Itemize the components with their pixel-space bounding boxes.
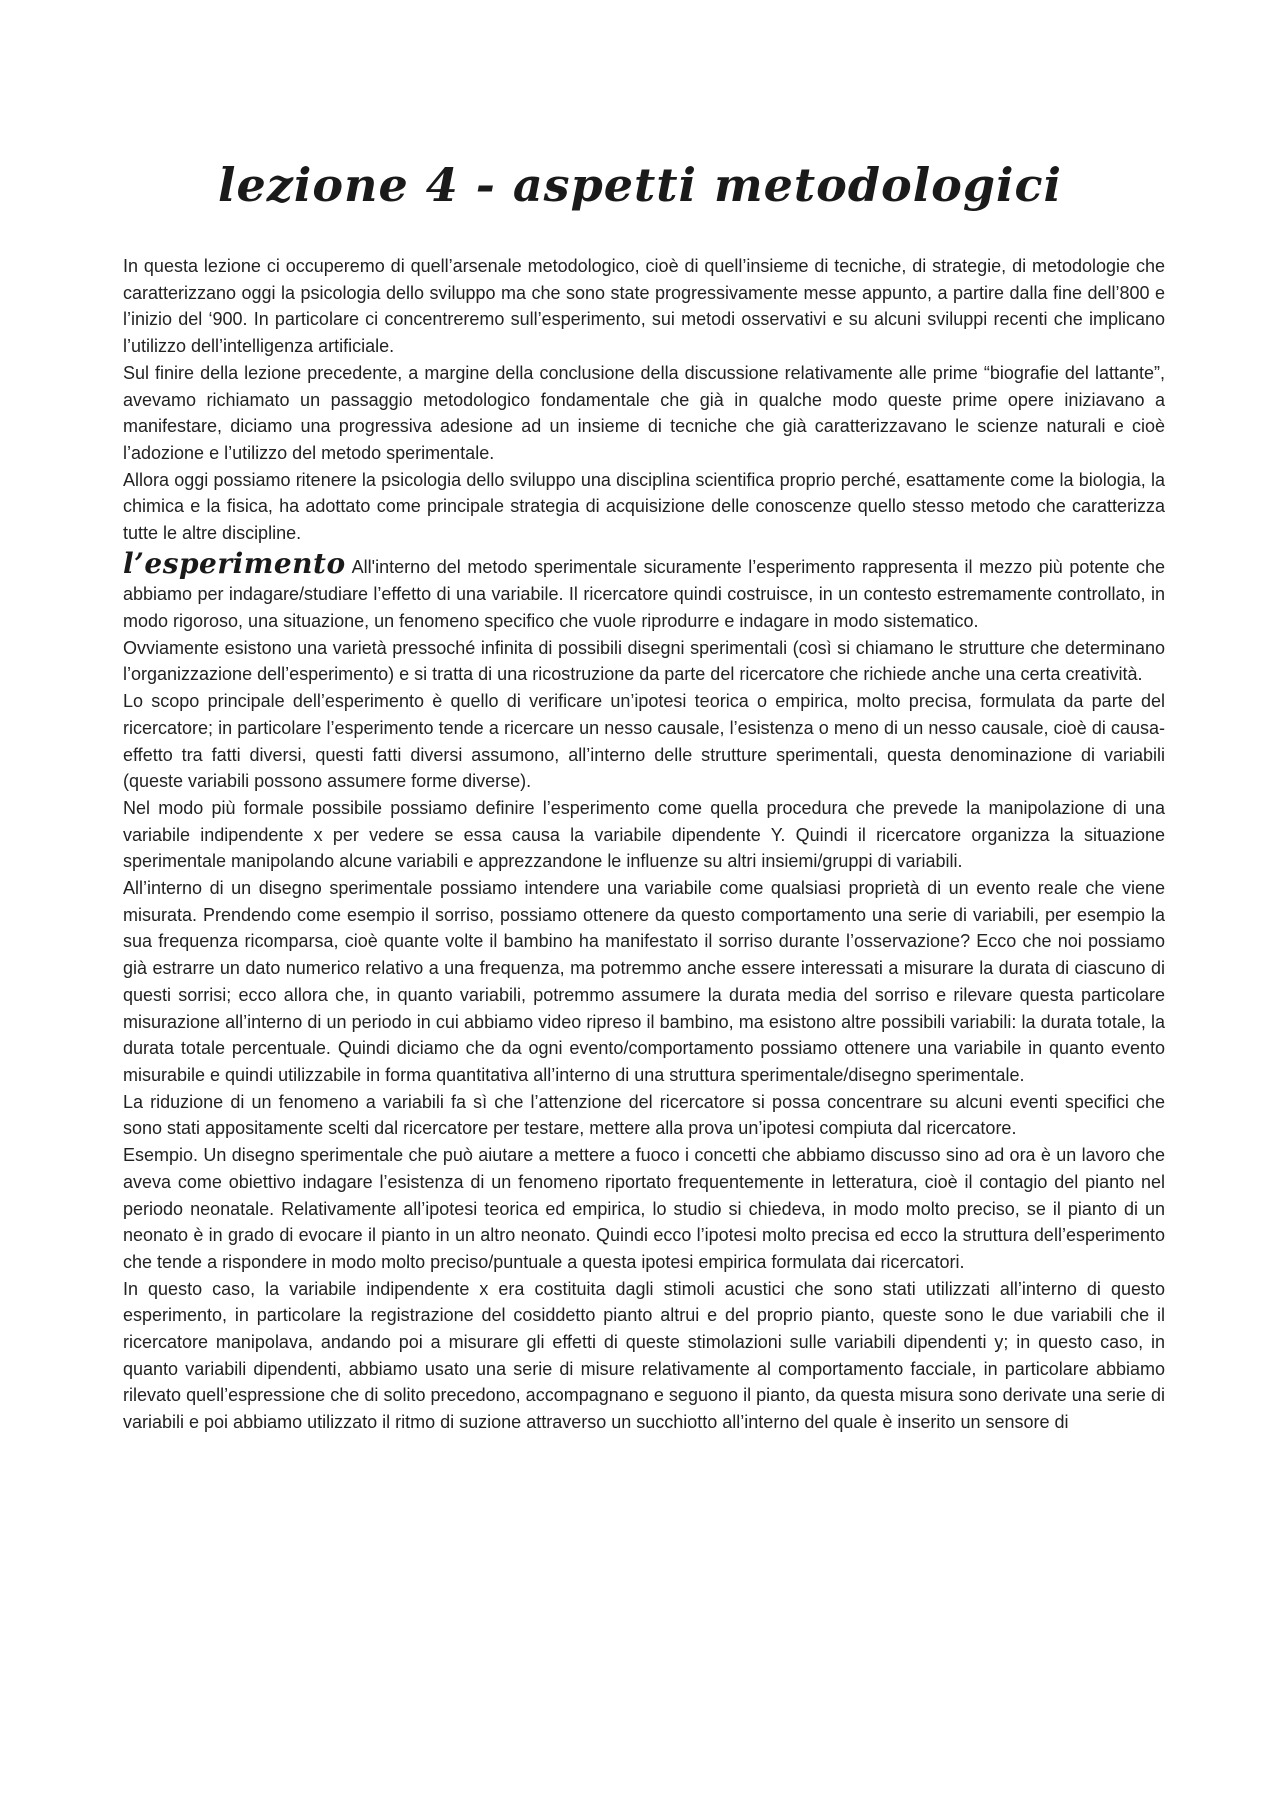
paragraph: Allora oggi possiamo ritenere la psicologia dello sviluppo una disciplina scientifica proprio perché, esattamente come la biologia, la chimica e la fisica, ha adottato come principale strategia di acquisizione delle conoscenze quello stesso metodo che caratterizza tutte le altre discipline. <box>123 469 1165 544</box>
paragraph: All’interno di un disegno sperimentale possiamo intendere una variabile come qualsiasi proprietà di un evento reale che viene misurata. Prendendo come esempio il sorriso, possiamo ottenere da questo comportamento una serie di variabili, per esempio la sua frequenza ricomparsa, cioè quante volte il bambino ha manifestato il sorriso durante l’osservazione? Ecco che noi possiamo già estrarre un dato numerico relativo a una frequenza, ma potremmo anche essere interessati a misurare la durata di ciascuno di questi sorrisi; ecco allora che, in quanto variabili, potremmo assumere la durata media del sorriso e rilevare questa particolare misurazione all’interno di un periodo in cui abbiamo video ripreso il bambino, ma esistono altre possibili variabili: la durata totale, la durata totale percentuale. Quindi diciamo che da ogni evento/comportamento possiamo ottenere una variabile in quanto evento misurabile e quindi utilizzabile in forma quantitativa all’interno di una struttura sperimentale/disegno sperimentale. <box>123 878 1165 1085</box>
section-first-paragraph-text: All'interno del metodo sperimentale sicuramente l’esperimento rappresenta il mezzo più potente che abbiamo per indagare/studiare l’effetto di una variabile. Il ricercatore quindi costruisce, in un contesto estremamente controllato, in modo rigoroso, una situazione, un fenomeno specifico che vuole riprodurre e indagare in modo sistematico. <box>123 556 1165 631</box>
section-heading: l’esperimento <box>123 546 346 580</box>
paragraph: In questo caso, la variabile indipendente x era costituita dagli stimoli acustici che sono stati utilizzati all’interno di questo esperimento, in particolare la registrazione del cosiddetto pianto altrui e del proprio pianto, queste sono le due variabili che il ricercatore manipolava, andando poi a misurare gli effetti di queste stimolazioni sulle variabili dipendenti y; in questo caso, in quanto variabili dipendenti, abbiamo usato una serie di misure relativamente al comportamento facciale, in particolare abbiamo rilevato quell’espressione che di solito precedono, accompagnano e seguono il pianto, da questa misura sono derivate una serie di variabili e poi abbiamo utilizzato il ritmo di suzione attraverso un succhiotto all’interno del quale è inserito un sensore di <box>123 1278 1165 1433</box>
paragraph: Esempio. Un disegno sperimentale che può aiutare a mettere a fuoco i concetti che abbiamo discusso sino ad ora è un lavoro che aveva come obiettivo indagare l’esistenza di un fenomeno riportato frequentemente in letteratura, cioè il contagio del pianto nel periodo neonatale. Relativamente all’ipotesi teorica ed empirica, lo studio si chiedeva, in modo molto preciso, se il pianto di un neonato è in grado di evocare il pianto in un altro neonato. Quindi ecco l’ipotesi molto precisa ed ecco la struttura dell’esperimento che tende a rispondere in modo molto preciso/puntuale a questa ipotesi empirica formulata dai ricercatori. <box>123 1145 1165 1272</box>
paragraph: Lo scopo principale dell’esperimento è quello di verificare un’ipotesi teorica o empirica, molto precisa, formulata da parte del ricercatore; in particolare l’esperimento tende a ricercare un nesso causale, l’esistenza o meno di un nesso causale, cioè di causa-effetto tra fatti diversi, questi fatti diversi assumono, all’interno delle strutture sperimentali, questa denominazione di variabili (queste variabili possono assumere forme diverse). <box>123 691 1165 792</box>
page-title: lezione 4 - aspetti metodologici <box>218 158 1062 212</box>
paragraph: Sul finire della lezione precedente, a margine della conclusione della discussione relativamente alle prime “biografie del lattante”, avevamo richiamato un passaggio metodologico fondamentale che già in qualche modo queste prime opere iniziavano a manifestare, diciamo una progressiva adesione ad un insieme di tecniche che già caratterizzavano le scienze naturali e cioè l’adozione e l’utilizzo del metodo sperimentale. <box>123 362 1165 463</box>
document-body <box>123 253 1165 1436</box>
paragraph: Ovviamente esistono una varietà pressoché infinita di possibili disegni sperimentali (così si chiamano le strutture che determinano l’organizzazione dell’esperimento) e si tratta di una ricostruzione da parte del ricercatore che richiede anche una certa creatività. <box>123 637 1165 685</box>
paragraph: Nel modo più formale possibile possiamo definire l’esperimento come quella procedura che prevede la manipolazione di una variabile indipendente x per vedere se essa causa la variabile dipendente Y. Quindi il ricercatore organizza la situazione sperimentale manipolando alcune variabili e apprezzandone le influenze su altri insiemi/gruppi di variabili. <box>123 797 1165 872</box>
paragraph: La riduzione di un fenomeno a variabili fa sì che l’attenzione del ricercatore si possa concentrare su alcuni eventi specifici che sono stati appositamente scelti dal ricercatore per testare, mettere alla prova un’ipotesi compiuta dal ricercatore. <box>123 1091 1165 1139</box>
paragraph: In questa lezione ci occuperemo di quell’arsenale metodologico, cioè di quell’insieme di tecniche, di strategie, di metodologie che caratterizzano oggi la psicologia dello sviluppo ma che sono state progressivamente messe appunto, a partire dalla fine dell’800 e l’inizio del ‘900. In particolare ci concentreremo sull’esperimento, sui metodi osservativi e su alcuni sviluppi recenti che implicano l’utilizzo dell’intelligenza artificiale. <box>123 256 1165 357</box>
section-paragraph <box>123 547 1165 635</box>
